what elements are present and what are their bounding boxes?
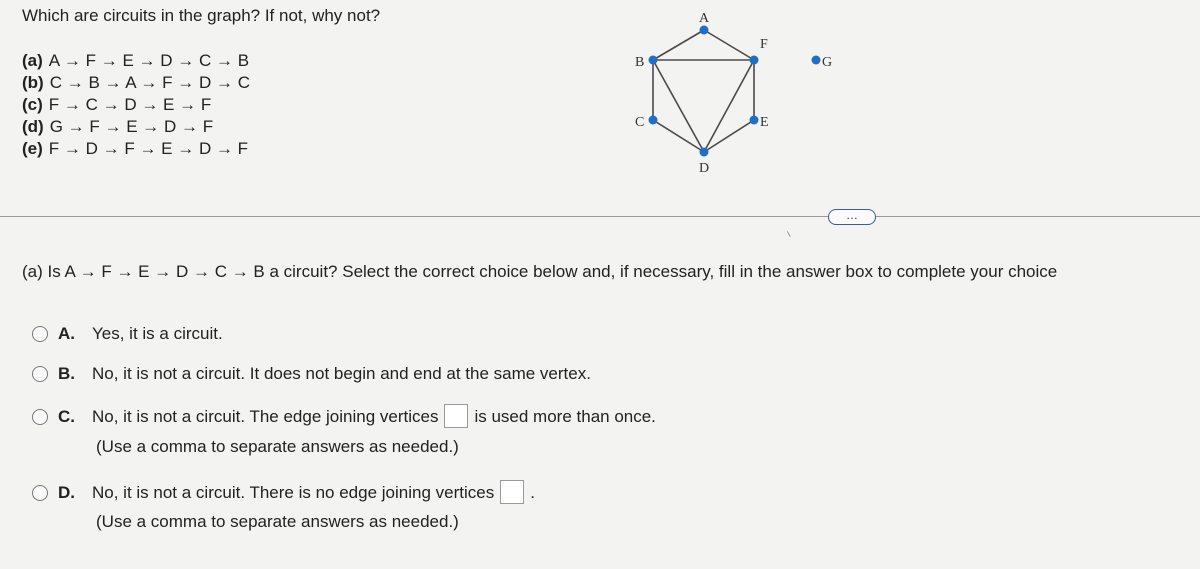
- choice-letter: B.: [58, 364, 75, 383]
- edge-a-f: [704, 30, 754, 60]
- edge-a-b: [653, 30, 704, 60]
- graph-svg: [600, 0, 860, 200]
- choice-letter: D.: [58, 483, 75, 502]
- choice-c-note: (Use a comma to separate answers as needed.): [96, 437, 459, 456]
- radio-b[interactable]: [32, 366, 48, 382]
- radio-d[interactable]: [32, 485, 48, 501]
- walk-item: [22, 138, 250, 160]
- choice-c[interactable]: [32, 404, 656, 428]
- vertex-c: [649, 116, 658, 125]
- walk-letter: (a): [22, 51, 43, 70]
- choice-d-note: (Use a comma to separate answers as needed.): [96, 512, 459, 531]
- choice-text: No, it is not a circuit. It does not begin and end at the same vertex.: [92, 364, 591, 383]
- vertex-label-g: G: [822, 55, 833, 70]
- vertex-d: [700, 148, 709, 157]
- vertex-label-d: D: [699, 161, 710, 176]
- vertex-e: [750, 116, 759, 125]
- answer-box-d[interactable]: [500, 480, 524, 504]
- choice-text-after: .: [530, 483, 535, 502]
- walk-letter: (d): [22, 117, 44, 136]
- section-divider: [0, 216, 1200, 217]
- edge-c-d: [653, 120, 704, 152]
- vertex-b: [649, 56, 658, 65]
- vertex-label-c: C: [635, 115, 645, 130]
- radio-c[interactable]: [32, 409, 48, 425]
- walk-path: F → C → D → E → F: [48, 95, 212, 114]
- graph-figure: [600, 0, 860, 200]
- graph-edges: [653, 30, 754, 152]
- walk-item: [22, 72, 250, 94]
- vertex-label-a: A: [699, 11, 710, 26]
- choice-letter: A.: [58, 324, 75, 343]
- walk-path: A → F → E → D → C → B: [48, 51, 250, 70]
- vertex-f: [750, 56, 759, 65]
- walk-letter: (b): [22, 73, 44, 92]
- graph-vertices: [649, 26, 821, 157]
- choice-b[interactable]: [32, 364, 591, 384]
- walk-list: [22, 50, 250, 160]
- walk-path: F → D → F → E → D → F: [48, 139, 249, 158]
- walk-path: G → F → E → D → F: [49, 117, 214, 136]
- part-a-prompt: (a) Is A → F → E → D → C → B a circuit? Select the correct choice below and, if necessary, fill in the answer box to complete your choice: [22, 262, 1058, 281]
- walk-letter: (e): [22, 139, 43, 158]
- walk-letter: (c): [22, 95, 43, 114]
- vertex-label-f: F: [760, 37, 768, 52]
- walk-item: [22, 50, 250, 72]
- choice-text-before: No, it is not a circuit. There is no edge joining vertices: [92, 483, 495, 502]
- choice-letter: C.: [58, 407, 75, 426]
- walk-item: [22, 94, 250, 116]
- vertex-g: [812, 56, 821, 65]
- answer-box-c[interactable]: [444, 404, 468, 428]
- edge-d-e: [704, 120, 754, 152]
- cursor-mark: [787, 229, 794, 237]
- edge-d-f: [704, 60, 754, 152]
- vertex-label-e: E: [760, 115, 769, 130]
- walk-item: [22, 116, 250, 138]
- choice-text-after: is used more than once.: [474, 407, 656, 426]
- radio-a[interactable]: [32, 326, 48, 342]
- choice-text: Yes, it is a circuit.: [92, 324, 223, 343]
- choice-text-before: No, it is not a circuit. The edge joining vertices: [92, 407, 439, 426]
- vertex-a: [700, 26, 709, 35]
- choice-d[interactable]: [32, 480, 535, 504]
- more-options-button[interactable]: …: [828, 209, 876, 225]
- walk-path: C → B → A → F → D → C: [49, 73, 250, 92]
- question-title: Which are circuits in the graph? If not, why not?: [22, 6, 381, 25]
- vertex-label-b: B: [635, 55, 645, 70]
- edge-b-d: [653, 60, 704, 152]
- choice-a[interactable]: [32, 324, 223, 344]
